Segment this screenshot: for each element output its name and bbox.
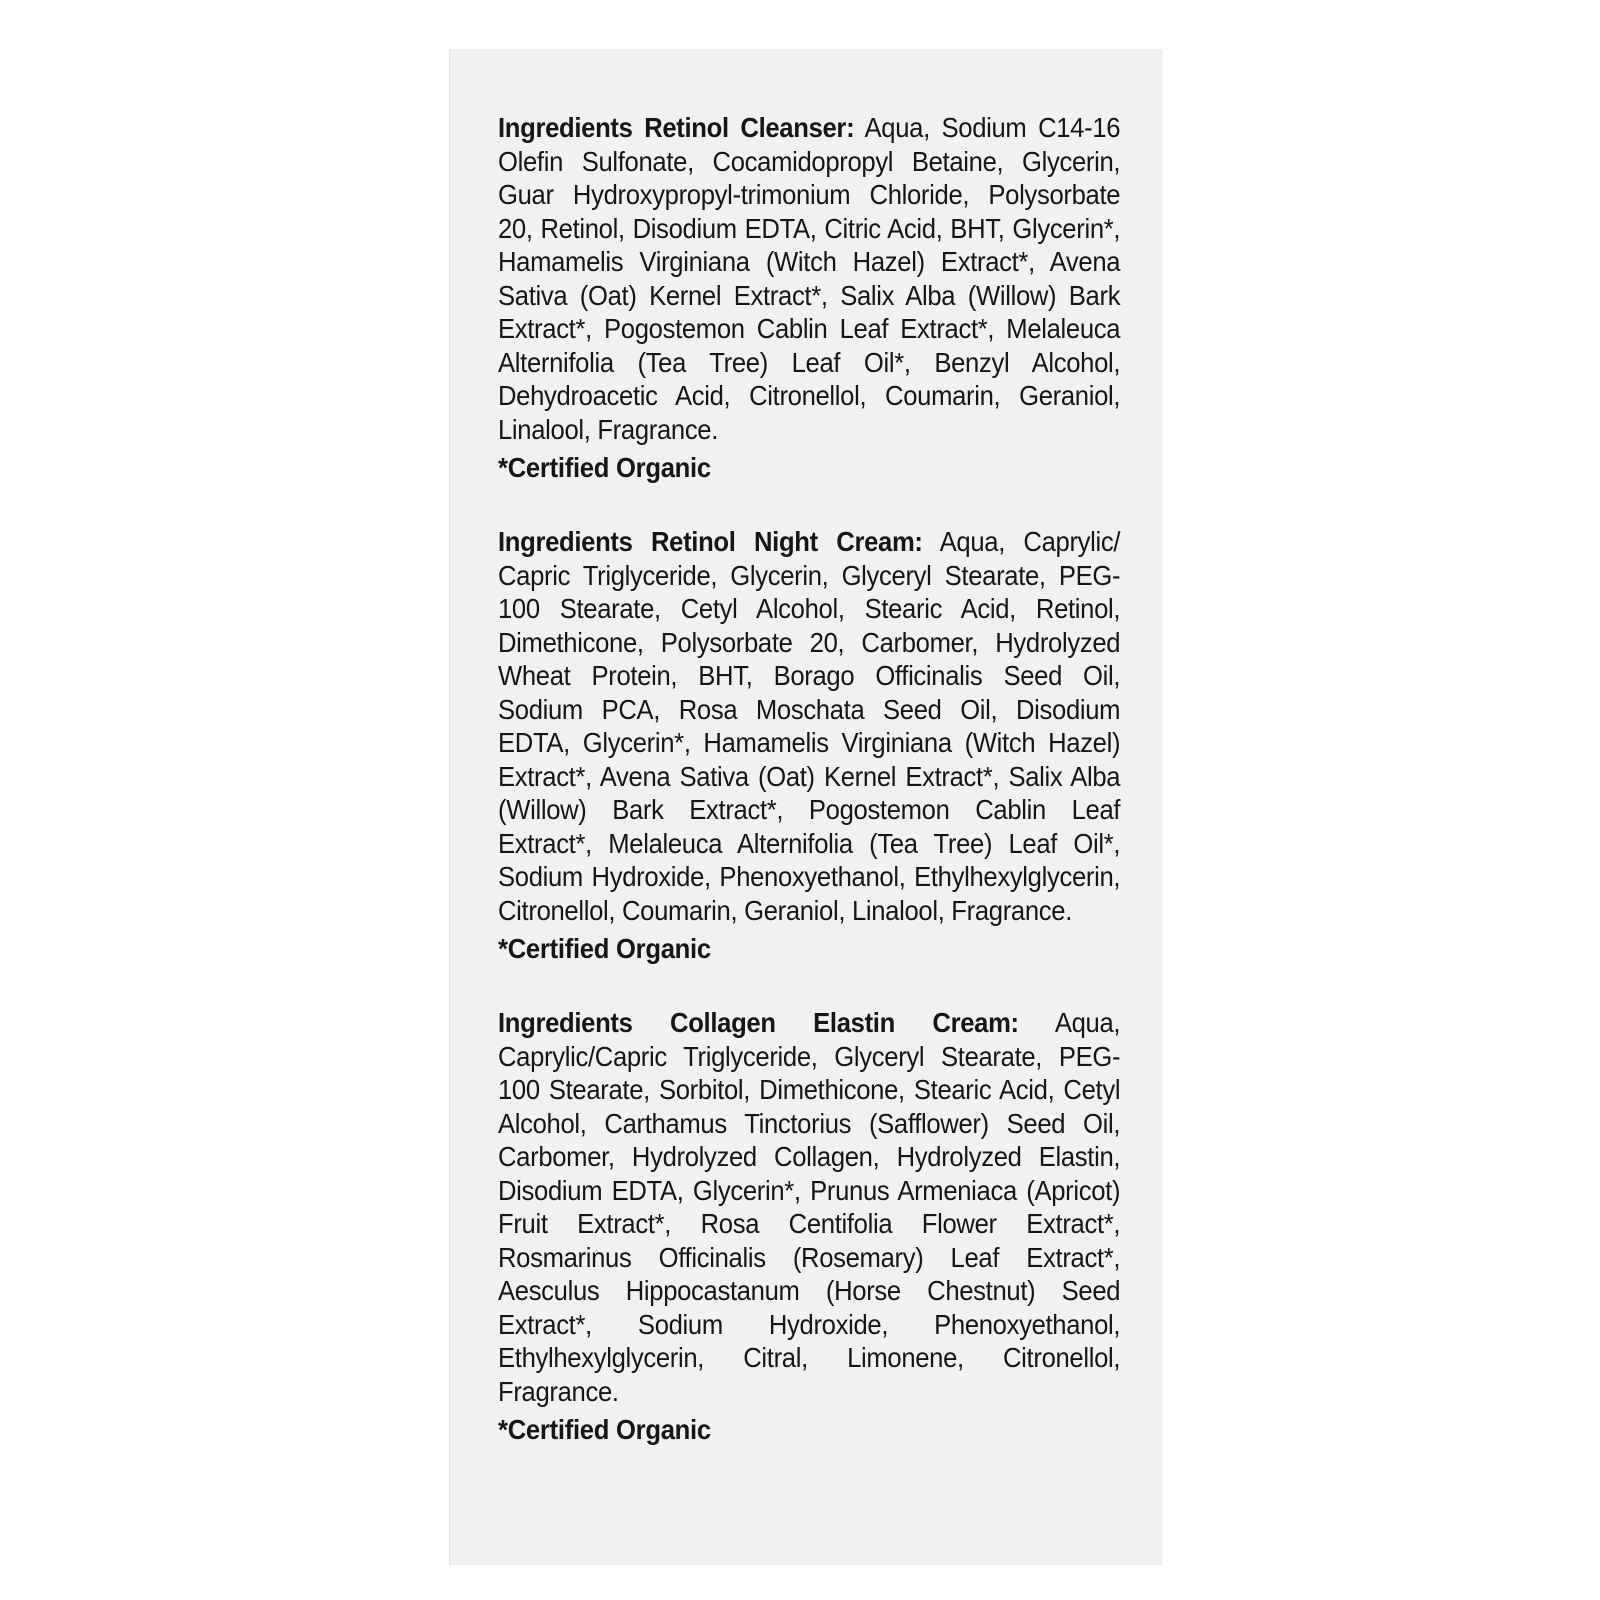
ingredients-list: Aqua, Sodium C14-16 Olefin Sulfonate, Cocamidopropyl Betaine, Glycerin, Guar Hydroxypropyl-trimonium Chloride, Polysorbate 20, Retinol, Disodium EDTA, Citric Acid, BHT, Glycerin*, Hamamelis Virginiana (Witch Hazel) Extract*, Avena Sativa (Oat) Kernel Extract*, Salix Alba (Willow) Bark Extract*, Pogostemon Cablin Leaf Extract*, Melaleuca Alternifolia (Tea Tree) Leaf Oil*, Benzyl Alcohol, Dehydroacetic Acid, Citronellol, Coumarin, Geraniol, Linalool, Fragrance. [498,112,1121,445]
section-heading: Ingredients Retinol Night Cream: [498,526,923,557]
ingredients-list: Aqua, Caprylic/ Capric Triglyceride, Glycerin, Glyceryl Stearate, PEG-100 Stearate, Cetyl Alcohol, Stearic Acid, Retinol, Dimethicone, Polysorbate 20, Carbomer, Hydrolyzed Wheat Protein, BHT, Borago Officinalis Seed Oil, Sodium PCA, Rosa Moschata Seed Oil, Disodium EDTA, Glycerin*, Hamamelis Virginiana (Witch Hazel) Extract*, Avena Sativa (Oat) Kernel Extract*, Salix Alba (Willow) Bark Extract*, Pogostemon Cablin Leaf Extract*, Melaleuca Alternifolia (Tea Tree) Leaf Oil*, Sodium Hydroxide, Phenoxyethanol, Ethylhexylglycerin, Citronellol, Coumarin, Geraniol, Linalool, Fragrance. [498,526,1121,926]
ingredients-content [498,111,1120,1487]
ingredients-list: Aqua, Caprylic/Capric Triglyceride, Glyceryl Stearate, PEG-100 Stearate, Sorbitol, Dimethicone, Stearic Acid, Cetyl Alcohol, Carthamus Tinctorius (Safflower) Seed Oil, Carbomer, Hydrolyzed Collagen, Hydrolyzed Elastin, Disodium EDTA, Glycerin*, Prunus Armeniaca (Apricot) Fruit Extract*, Rosa Centifolia Flower Extract*, Rosmarinus Officinalis (Rosemary) Leaf Extract*, Aesculus Hippocastanum (Horse Chestnut) Seed Extract*, Sodium Hydroxide, Phenoxyethanol, Ethylhexylglycerin, Citral, Limonene, Citronellol, Fragrance. [498,1007,1121,1407]
section-retinol-cleanser [498,111,1120,485]
certified-organic-note: *Certified Organic [498,933,711,964]
section-collagen-elastin-cream [498,1006,1120,1447]
section-retinol-night-cream [498,525,1120,966]
ingredients-paragraph [498,111,1120,446]
ingredients-paragraph [498,1006,1120,1408]
certified-organic-note: *Certified Organic [498,452,711,483]
certified-organic-note: *Certified Organic [498,1414,711,1445]
ingredients-paragraph [498,525,1120,927]
section-heading: Ingredients Collagen Elastin Cream: [498,1007,1019,1038]
ingredients-label-panel [449,49,1162,1565]
section-heading: Ingredients Retinol Cleanser: [498,112,855,143]
